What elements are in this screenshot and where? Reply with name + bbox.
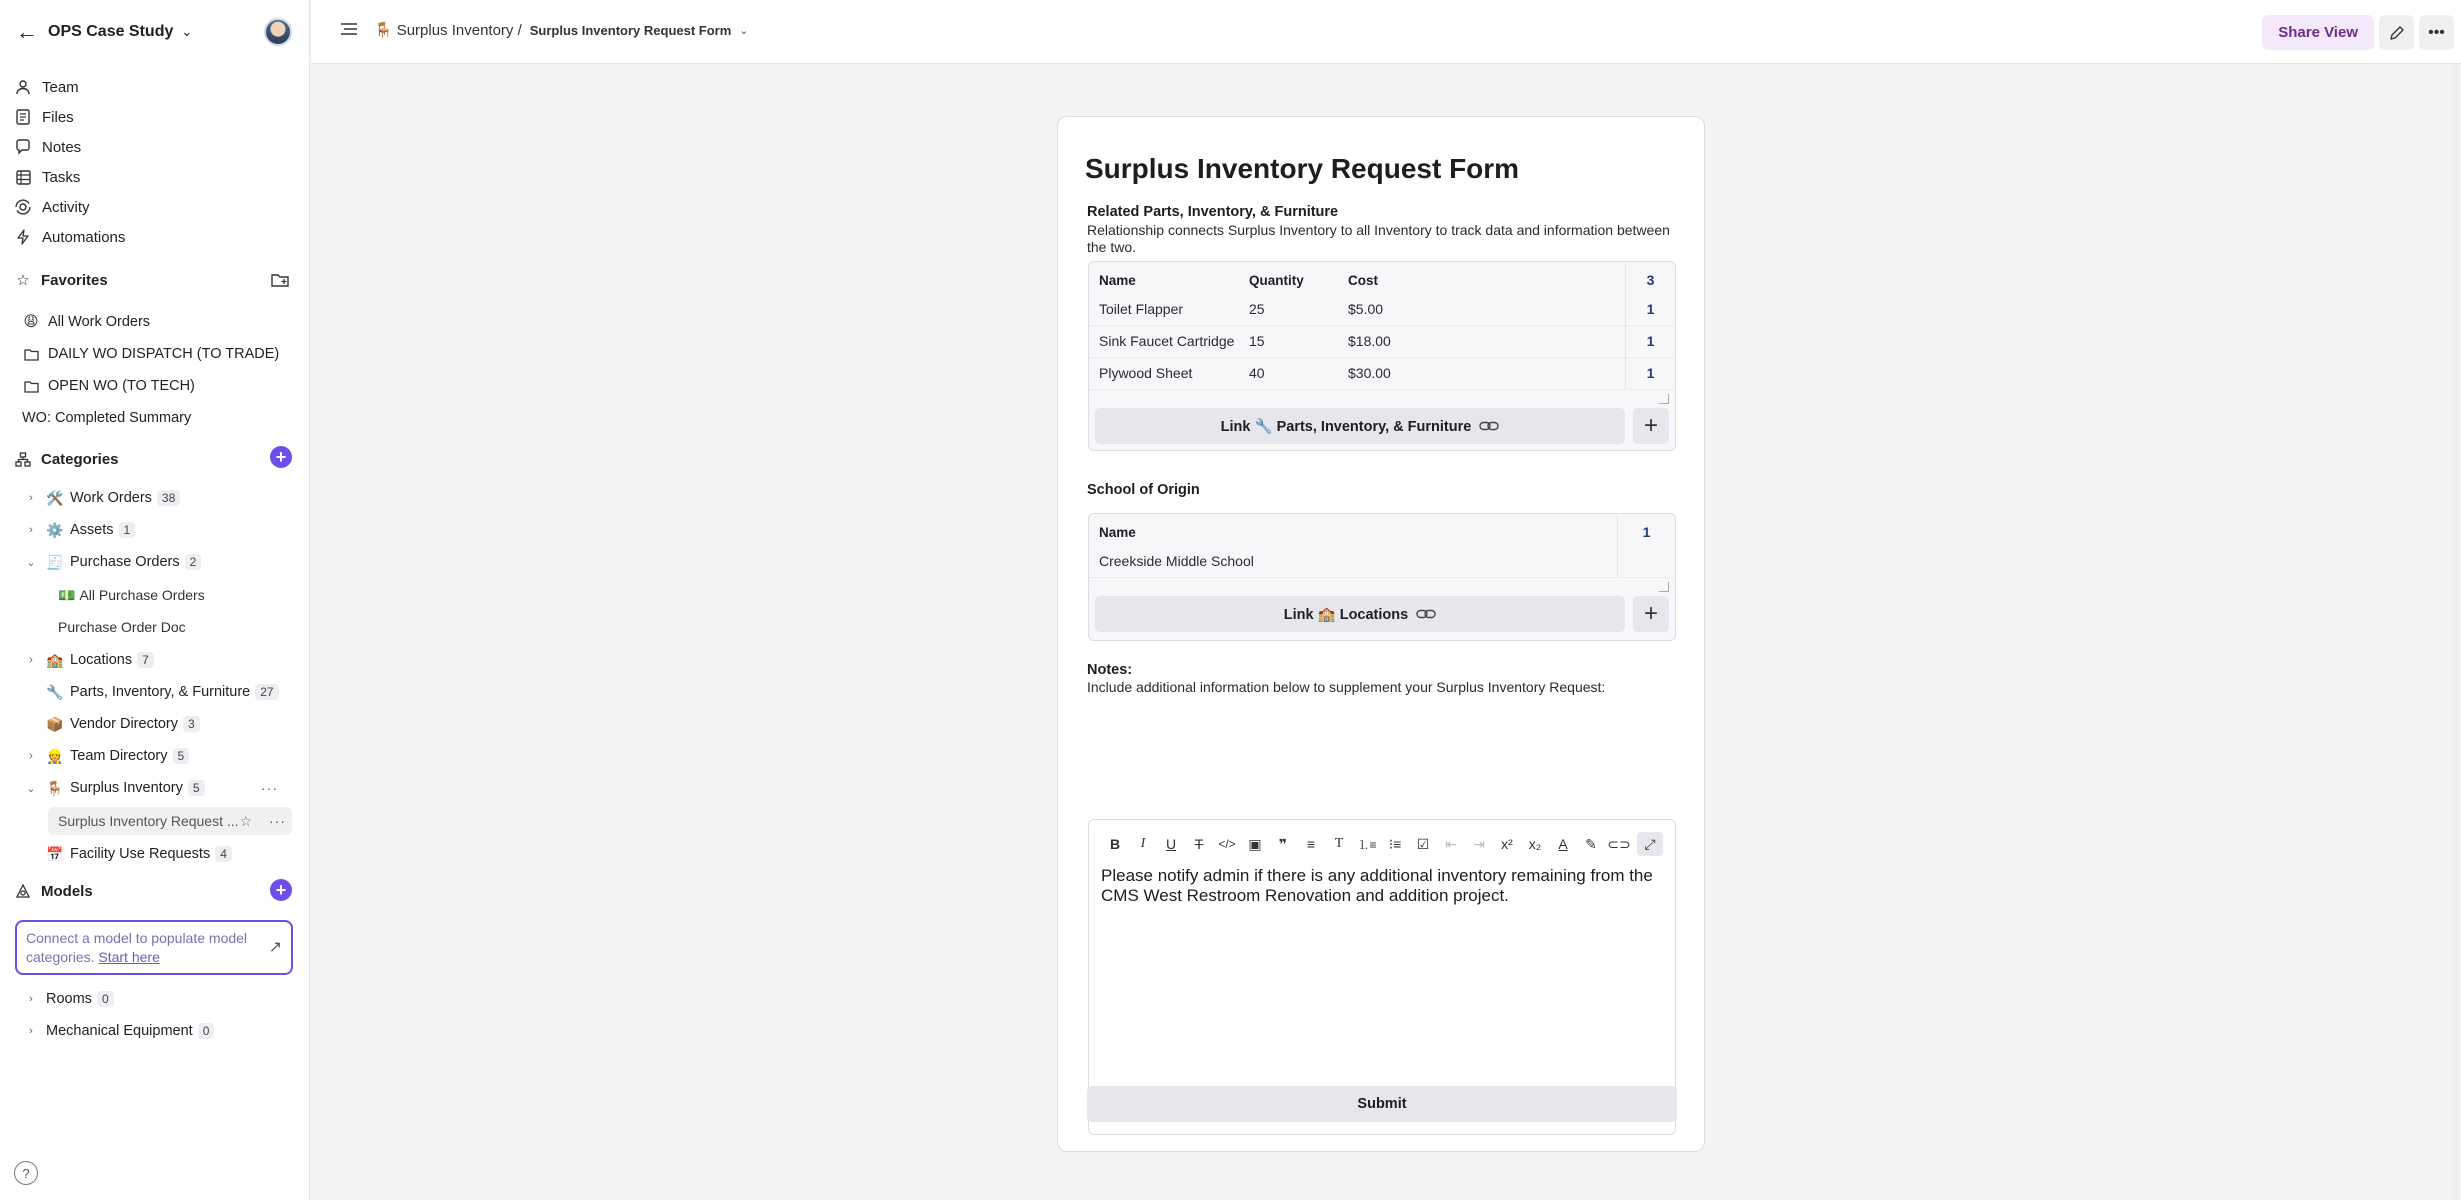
notes-icon bbox=[14, 138, 32, 156]
tasks-icon bbox=[14, 168, 32, 186]
cell-count: 1 bbox=[1625, 325, 1675, 357]
model-rooms[interactable] bbox=[24, 985, 294, 1013]
ordered-list-icon[interactable]: ⒈≡ bbox=[1357, 837, 1377, 852]
models-icon bbox=[14, 884, 32, 899]
table-row[interactable] bbox=[1089, 325, 1675, 357]
connect-model-prompt[interactable] bbox=[15, 920, 293, 975]
add-location-button[interactable]: + bbox=[1633, 596, 1669, 632]
chair-icon: 🪑 bbox=[374, 22, 393, 39]
chevron-down-icon[interactable]: ⌄ bbox=[739, 24, 749, 37]
notes-description: Include additional information below to supplement your Surplus Inventory Request: bbox=[1087, 679, 1606, 695]
nav-label: Automations bbox=[42, 228, 126, 246]
calendar-icon: 📅 bbox=[46, 845, 64, 862]
column-header-quantity: Quantity bbox=[1249, 272, 1304, 288]
favorites-title: Favorites bbox=[41, 271, 108, 289]
category-surplus-inventory[interactable] bbox=[24, 774, 294, 802]
category-label: Assets bbox=[70, 522, 114, 538]
add-part-button[interactable]: + bbox=[1633, 408, 1669, 444]
superscript-icon[interactable]: x² bbox=[1501, 836, 1513, 852]
chevron-right-icon[interactable]: › bbox=[29, 492, 33, 504]
category-locations[interactable] bbox=[24, 646, 294, 674]
view-all-purchase-orders[interactable] bbox=[58, 581, 205, 609]
link-parts-button[interactable] bbox=[1095, 408, 1625, 444]
related-parts-table bbox=[1088, 261, 1676, 451]
activity-icon bbox=[14, 198, 32, 216]
table-row[interactable] bbox=[1089, 293, 1675, 325]
related-parts-label: Related Parts, Inventory, & Furniture bbox=[1087, 204, 1339, 220]
count-badge: 4 bbox=[215, 846, 232, 862]
category-label: Purchase Orders bbox=[70, 554, 180, 570]
table-row[interactable] bbox=[1089, 545, 1675, 577]
chevron-right-icon[interactable]: › bbox=[29, 524, 33, 536]
link-button-label: Link 🔧 Parts, Inventory, & Furniture bbox=[1220, 418, 1472, 435]
tools-icon: 🛠️ bbox=[46, 489, 64, 506]
breadcrumb-current[interactable]: Surplus Inventory Request Form bbox=[529, 22, 732, 38]
italic-icon[interactable]: I bbox=[1140, 836, 1146, 851]
sidebar-toggle-icon[interactable] bbox=[339, 20, 361, 42]
category-label: Facility Use Requests bbox=[70, 846, 211, 862]
school-of-origin-label: School of Origin bbox=[1087, 482, 1200, 498]
link-button-label: Link 🏫 Locations bbox=[1283, 606, 1409, 623]
table-header bbox=[1089, 264, 1675, 296]
column-header-name: Name bbox=[1099, 524, 1136, 540]
category-facility-use-requests[interactable] bbox=[24, 840, 294, 868]
receipt-icon: 🧾 bbox=[46, 553, 64, 570]
category-label: Surplus Inventory bbox=[70, 780, 183, 796]
chevron-right-icon[interactable]: › bbox=[29, 654, 33, 666]
cell-cost: $5.00 bbox=[1348, 301, 1384, 317]
table-row[interactable] bbox=[1089, 357, 1675, 389]
new-folder-icon[interactable] bbox=[269, 269, 291, 291]
bold-icon[interactable]: B bbox=[1109, 836, 1121, 852]
start-here-link[interactable]: Start here bbox=[98, 949, 160, 965]
count-badge: 2 bbox=[185, 554, 202, 570]
indent-increase-icon[interactable]: ⇥ bbox=[1473, 835, 1485, 852]
favorite-wo-completed-summary[interactable] bbox=[22, 405, 191, 431]
category-purchase-orders[interactable] bbox=[24, 548, 294, 576]
expand-icon[interactable]: ⤢ bbox=[1637, 832, 1663, 856]
view-purchase-order-doc[interactable] bbox=[58, 613, 186, 641]
form-title: Surplus Inventory Request Form bbox=[1085, 153, 1520, 184]
add-category-button[interactable]: + bbox=[270, 446, 292, 468]
nav-activity[interactable] bbox=[14, 194, 90, 220]
align-icon[interactable]: ≡ bbox=[1306, 836, 1316, 852]
chevron-down-icon[interactable]: ⌄ bbox=[181, 24, 193, 39]
code-block-icon[interactable]: ▣ bbox=[1248, 835, 1262, 852]
scrollbar[interactable] bbox=[2452, 64, 2458, 1200]
count-badge: 1 bbox=[119, 522, 136, 538]
nav-automations[interactable] bbox=[14, 224, 125, 250]
favorite-label: WO: Completed Summary bbox=[22, 410, 192, 426]
chevron-right-icon[interactable]: › bbox=[29, 993, 33, 1005]
count-badge: 3 bbox=[183, 716, 200, 732]
package-icon: 📦 bbox=[46, 715, 64, 732]
text-color-icon[interactable]: A bbox=[1558, 836, 1568, 852]
resize-handle-icon[interactable] bbox=[1659, 582, 1669, 592]
categories-header[interactable] bbox=[14, 447, 119, 471]
cell-quantity: 40 bbox=[1249, 365, 1265, 381]
code-icon[interactable]: </> bbox=[1218, 837, 1236, 851]
nav-files[interactable] bbox=[14, 104, 74, 130]
link-chain-icon bbox=[1479, 418, 1499, 434]
strikethrough-icon[interactable]: T bbox=[1194, 836, 1204, 852]
cell-name: Creekside Middle School bbox=[1099, 553, 1254, 569]
category-label: Parts, Inventory, & Furniture bbox=[70, 684, 251, 700]
link-icon[interactable]: ⊂⊃ bbox=[1607, 835, 1631, 852]
category-label: Team Directory bbox=[70, 748, 168, 764]
favorite-label: All Work Orders bbox=[48, 314, 151, 330]
favorite-all-work-orders[interactable] bbox=[22, 309, 150, 335]
category-label: Work Orders bbox=[70, 490, 152, 506]
more-options-icon[interactable]: ••• bbox=[2419, 15, 2454, 50]
cell-name: Sink Faucet Cartridge bbox=[1099, 333, 1235, 349]
view-label: All Purchase Orders bbox=[79, 587, 205, 603]
cell-quantity: 25 bbox=[1249, 301, 1265, 317]
favorite-open-wo[interactable] bbox=[22, 373, 195, 399]
table-header bbox=[1089, 516, 1675, 548]
school-icon: 🏫 bbox=[46, 651, 64, 668]
worker-icon: 👷 bbox=[46, 747, 64, 764]
cell-count: 1 bbox=[1625, 357, 1675, 389]
count-badge: 38 bbox=[157, 490, 180, 506]
cell-name: Toilet Flapper bbox=[1099, 301, 1184, 317]
notes-content[interactable]: Please notify admin if there is any additional inventory remaining from the CMS West Restroom Renovation and addition project. bbox=[1101, 866, 1653, 905]
models-header[interactable] bbox=[14, 879, 93, 903]
view-surplus-inventory-request-form[interactable] bbox=[48, 807, 292, 835]
breadcrumb bbox=[374, 21, 749, 39]
category-parts-inventory[interactable] bbox=[24, 678, 294, 706]
nav-label: Team bbox=[42, 78, 79, 96]
bullet-list-icon[interactable]: ⁝≡ bbox=[1388, 835, 1402, 852]
share-view-button[interactable]: Share View bbox=[2262, 15, 2374, 50]
count-badge: 5 bbox=[188, 780, 205, 796]
files-icon bbox=[14, 108, 32, 126]
cell-quantity: 15 bbox=[1249, 333, 1265, 349]
record-count: 3 bbox=[1625, 264, 1675, 296]
nav-tasks[interactable] bbox=[14, 164, 80, 190]
submit-button[interactable]: Submit bbox=[1087, 1086, 1677, 1122]
gear-icon: ⚙️ bbox=[46, 521, 64, 538]
star-icon: ☆ bbox=[16, 272, 30, 289]
category-vendor-directory[interactable] bbox=[24, 710, 294, 738]
chair-icon: 🪑 bbox=[46, 779, 64, 796]
nav-notes[interactable] bbox=[14, 134, 81, 160]
count-badge: 5 bbox=[173, 748, 190, 764]
cell-cost: $30.00 bbox=[1348, 365, 1391, 381]
chevron-down-icon[interactable]: ⌄ bbox=[26, 782, 36, 795]
nav-label: Notes bbox=[42, 138, 82, 156]
count-badge: 7 bbox=[137, 652, 154, 668]
nav-label: Tasks bbox=[42, 168, 81, 186]
chevron-right-icon[interactable]: › bbox=[29, 1025, 33, 1037]
text-style-icon[interactable]: T bbox=[1334, 836, 1344, 851]
breadcrumb-parent[interactable]: Surplus Inventory / bbox=[396, 21, 522, 39]
category-label: Locations bbox=[70, 652, 133, 668]
category-assets[interactable] bbox=[24, 516, 294, 544]
categories-title: Categories bbox=[41, 450, 119, 468]
folder-icon bbox=[22, 380, 40, 393]
underline-icon[interactable]: U bbox=[1165, 836, 1177, 852]
checklist-icon[interactable]: ☑ bbox=[1416, 835, 1430, 852]
row-divider bbox=[1089, 577, 1675, 578]
model-label: Rooms bbox=[46, 991, 92, 1007]
hierarchy-icon bbox=[14, 452, 32, 467]
avatar[interactable] bbox=[264, 18, 292, 46]
resize-handle-icon[interactable] bbox=[1659, 394, 1669, 404]
nav-label: Activity bbox=[42, 198, 90, 216]
notes-label: Notes: bbox=[1087, 662, 1133, 678]
count-badge: 0 bbox=[198, 1023, 215, 1039]
help-icon[interactable]: ? bbox=[14, 1161, 38, 1185]
arrow-up-right-icon: ↗ bbox=[268, 939, 282, 956]
indent-decrease-icon[interactable]: ⇤ bbox=[1445, 835, 1457, 852]
subscript-icon[interactable]: x₂ bbox=[1528, 836, 1542, 852]
more-icon[interactable]: ··· bbox=[269, 813, 286, 829]
category-work-orders[interactable] bbox=[24, 484, 294, 512]
link-locations-button[interactable] bbox=[1095, 596, 1625, 632]
view-label: Surplus Inventory Request ... bbox=[58, 813, 239, 829]
back-arrow-icon[interactable]: ← bbox=[16, 19, 38, 44]
connect-model-text: Connect a model to populate model categories. bbox=[26, 930, 248, 965]
wrench-icon: 🔧 bbox=[46, 683, 64, 700]
record-count: 1 bbox=[1617, 516, 1675, 548]
model-label: Mechanical Equipment bbox=[46, 1023, 193, 1039]
related-parts-description: Relationship connects Surplus Inventory to all Inventory to track data and information between the two. bbox=[1087, 222, 1670, 255]
view-label: Purchase Order Doc bbox=[58, 619, 186, 635]
editor-toolbar bbox=[1101, 832, 1656, 856]
favorite-label: DAILY WO DISPATCH (TO TRADE) bbox=[48, 346, 280, 362]
category-label: Vendor Directory bbox=[70, 716, 178, 732]
sidebar bbox=[0, 0, 310, 1200]
cell-cost: $18.00 bbox=[1348, 333, 1391, 349]
money-icon: 💵 bbox=[58, 586, 76, 603]
cell-name: Plywood Sheet bbox=[1099, 365, 1193, 381]
category-team-directory[interactable] bbox=[24, 742, 294, 770]
favorites-header[interactable] bbox=[14, 268, 108, 292]
add-model-button[interactable]: + bbox=[270, 879, 292, 901]
more-icon[interactable]: ··· bbox=[261, 780, 278, 796]
models-title: Models bbox=[41, 882, 93, 900]
nav-label: Files bbox=[42, 108, 74, 126]
form-card bbox=[1057, 116, 1705, 1152]
link-chain-icon bbox=[1416, 606, 1436, 622]
nav-team[interactable] bbox=[14, 74, 79, 100]
highlight-icon[interactable]: ✎ bbox=[1585, 835, 1597, 852]
top-bar bbox=[311, 0, 2461, 64]
school-table bbox=[1088, 513, 1676, 641]
model-mechanical-equipment[interactable] bbox=[24, 1017, 294, 1045]
cell-count: 1 bbox=[1625, 293, 1675, 325]
workspace-header[interactable] bbox=[0, 0, 310, 64]
folder-icon bbox=[22, 348, 40, 361]
column-header-cost: Cost bbox=[1348, 272, 1378, 288]
favorite-label: OPEN WO (TO TECH) bbox=[48, 378, 195, 394]
tired-face-icon: 😩 bbox=[23, 314, 39, 330]
automations-icon bbox=[14, 228, 32, 246]
favorite-daily-wo-dispatch[interactable] bbox=[22, 341, 279, 367]
workspace-name[interactable]: OPS Case Study bbox=[48, 23, 174, 40]
row-divider bbox=[1089, 389, 1675, 390]
star-icon[interactable]: ☆ bbox=[239, 812, 252, 829]
team-icon bbox=[14, 78, 32, 96]
quote-icon[interactable]: ❞ bbox=[1278, 835, 1288, 852]
count-badge: 0 bbox=[97, 991, 114, 1007]
chevron-down-icon[interactable]: ⌄ bbox=[26, 556, 36, 569]
count-badge: 27 bbox=[255, 684, 278, 700]
edit-pencil-icon[interactable] bbox=[2379, 15, 2414, 50]
column-header-name: Name bbox=[1099, 272, 1136, 288]
chevron-right-icon[interactable]: › bbox=[29, 750, 33, 762]
